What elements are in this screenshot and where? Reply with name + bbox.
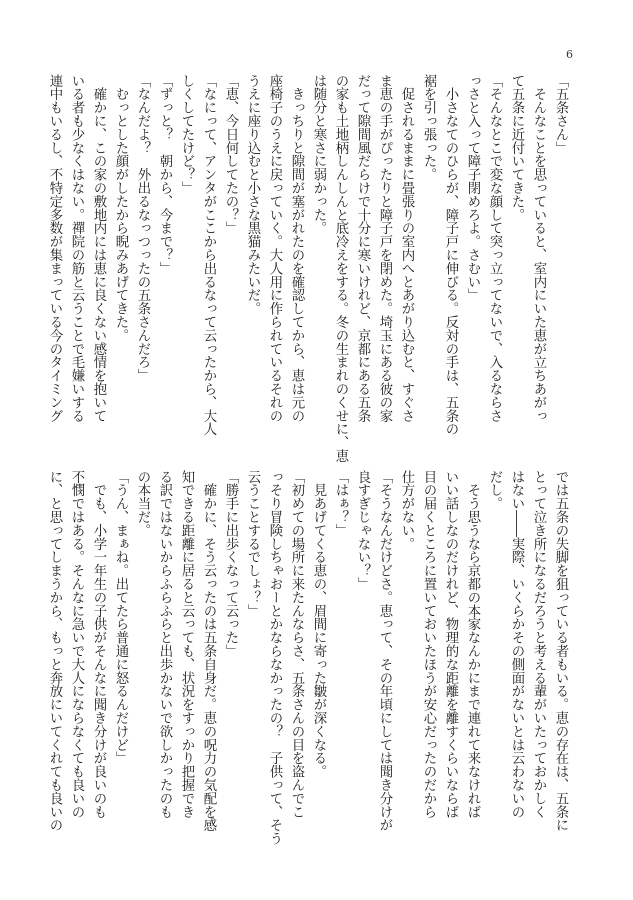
text-line: っさと入って障子閉めろよ。さむい」 xyxy=(465,74,480,302)
text-line: では五条の失脚を狙っている者もいる。恵の存在は、五条に xyxy=(553,470,568,832)
text-line: 確かに、そう云ったのは五条自身だ。恵の呪力の気配を感 xyxy=(201,470,216,832)
text-line: 「恵、今日何してたの？」 xyxy=(223,74,238,235)
text-line: はない――実際、いくらかその側面がないとは云わないの xyxy=(509,470,524,819)
text-line: 目の届くところに置いておいたほうが安心だったのだから xyxy=(421,470,436,819)
text-line: 「うん、まぁね。出てたら普通に怒るんだけど」 xyxy=(113,470,128,765)
text-line: 「なにって、アンタがここから出るなって云ったから、大人 xyxy=(201,74,216,436)
text-line: る訳ではないからふらふらと出歩かないで欲しかったのも xyxy=(157,470,172,819)
text-line: ま恵の手がぴったりと障子戸を閉めた。埼玉にある彼の家 xyxy=(377,74,392,423)
text-line: とって泣き所になるだろうと考える輩がいたっておかしく xyxy=(531,470,546,819)
text-line: 「五条さん」 xyxy=(553,74,568,155)
text-line: 「なんだよ？ 外出るなっつったの五条さんだろ」 xyxy=(135,74,150,383)
text-line: 「はぁ？」 xyxy=(333,470,348,537)
text-line: だし。 xyxy=(487,470,502,511)
text-line: むっとした顔がしたから睨みあげてきた。 xyxy=(113,74,128,342)
text-line: だって隙間風だらけで十分に寒いけれど、京都にある五条 xyxy=(355,74,370,423)
text-line: の家も土地柄しんしんと底冷えをする。冬の生まれのくせに、恵 xyxy=(333,74,348,463)
text-line: 知できる距離に居ると云っても、状況をすっかり把握でき xyxy=(179,470,194,819)
text-line: 「そんなとこで変な顔して突っ立ってないで、入るならさ xyxy=(487,74,502,423)
text-line: そんなことを思っていると、室内にいた恵が立ちあがっ xyxy=(531,74,546,423)
text-line: に、と思ってしまうから、もっと奔放にいてくれても良いの xyxy=(47,470,62,832)
text-line: 云うことするでしょ？」 xyxy=(245,470,260,618)
text-line: 裾を引っ張った。 xyxy=(421,74,436,182)
text-line: いい話しなのだけれど、物理的な距離を離すくらいならば xyxy=(443,470,458,819)
text-line: いる者も少なくはない。禪院の筋と云うことで毛嫌いする xyxy=(69,74,84,423)
text-line: 促されるままに畳張りの室内へとあがり込むと、すぐさ xyxy=(399,74,414,423)
page-number: 6 xyxy=(566,48,573,61)
text-line: 確かに、この家の敷地内には恵に良くない感情を抱いて xyxy=(91,74,106,423)
text-line: そう思うなら京都の本家なんかにまで連れて来なければ xyxy=(465,470,480,819)
text-line: きっちりと隙間が塞がれたのを確認してから、恵は元の xyxy=(289,74,304,423)
text-line: て五条に近付いてきた。 xyxy=(509,74,524,222)
text-line: 小さなてのひらが、障子戸に伸びる。反対の手は、五条の xyxy=(443,74,458,436)
text-line: 「勝手に出歩くなって云った」 xyxy=(223,470,238,658)
text-line: 仕方がない。 xyxy=(399,470,414,551)
text-line: でも、小学一年生の子供がそんなに聞き分けが良いのも xyxy=(91,470,106,819)
top-text-block xyxy=(47,74,571,463)
text-line: の本当だ。 xyxy=(135,470,150,537)
text-line: 見あげてくる恵の、眉間に寄った皺が深くなる。 xyxy=(311,470,326,779)
text-line: は随分と寒さに弱かった。 xyxy=(311,74,326,235)
text-line: 座椅子のうえに戻っていく。大人用に作られているそれの xyxy=(267,74,282,423)
text-line: 「初めての場所に来たんならさ、五条さんの目を盗んでこ xyxy=(289,470,304,819)
text-line: っそり冒険しちゃおーとかならなかったの？ 子供って、そう xyxy=(267,470,282,846)
text-line: うえに座り込むと小さな黒猫みたいだ。 xyxy=(245,74,260,316)
text-line: 連中もいるし、不特定多数が集まっている今のタイミング xyxy=(47,74,62,423)
text-line: 不憫ではある。そんなに急いで大人にならなくても良いの xyxy=(69,470,84,819)
bottom-text-block xyxy=(47,470,571,846)
text-line: 「ずっと？ 朝から、今まで？」 xyxy=(157,74,172,275)
text-line: 良すぎじゃない？」 xyxy=(355,470,370,591)
text-line: 「そうなんだけどさ。恵って、その年頃にしては聞き分けが xyxy=(377,470,392,832)
text-line: しくしてたけど？」 xyxy=(179,74,194,195)
